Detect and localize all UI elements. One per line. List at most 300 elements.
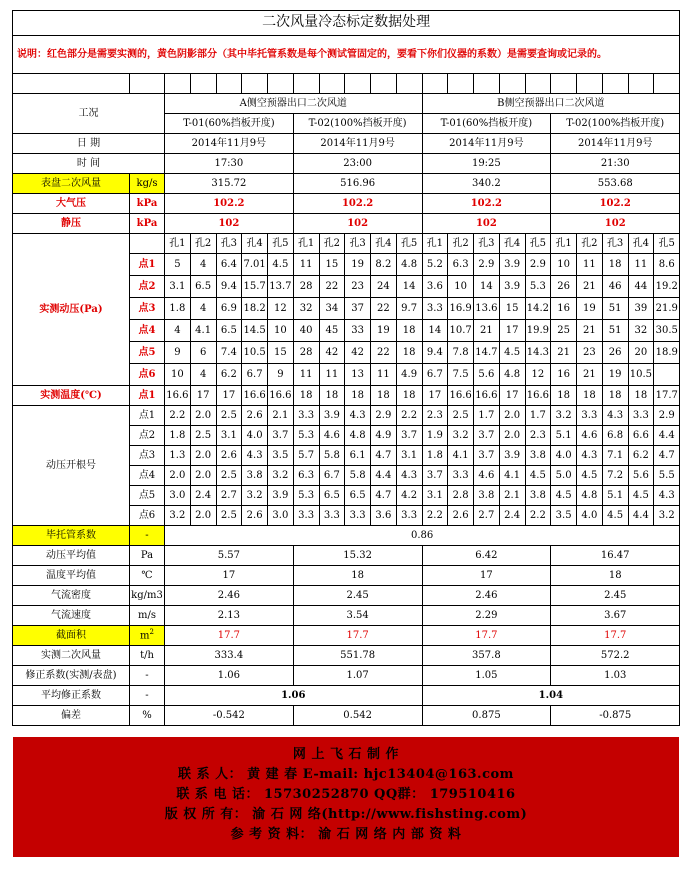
empty-cell (371, 74, 397, 94)
dyn-value: 28 (293, 276, 319, 298)
unit-cell: kPa (130, 194, 165, 214)
root-value: 3.9 (268, 486, 294, 506)
root-value: 4.6 (474, 466, 500, 486)
root-value: 3.5 (551, 506, 577, 526)
temp-value: 16.6 (268, 386, 294, 406)
dyn-value: 4.1 (190, 320, 216, 342)
dyn-value: 3.9 (499, 254, 525, 276)
root-value: 4.2 (396, 486, 422, 506)
dyn-value: 14.3 (525, 342, 551, 364)
dyn-value: 30.5 (654, 320, 680, 342)
root-value: 5.7 (293, 446, 319, 466)
dyn-value: 9.7 (396, 298, 422, 320)
case-dyn_avg: 5.57 (165, 546, 294, 566)
point-label: 点4 (130, 466, 165, 486)
dev-label: 偏差 (13, 706, 130, 726)
empty-cell (551, 74, 577, 94)
empty-cell (474, 74, 500, 94)
root-value: 1.3 (165, 446, 191, 466)
dyn-value: 10.5 (628, 364, 654, 386)
dyn-value: 7.5 (448, 364, 474, 386)
hole-header: 孔2 (190, 234, 216, 254)
dyn-value: 3.9 (499, 276, 525, 298)
hole-header: 孔5 (268, 234, 294, 254)
case-static: 102 (422, 214, 551, 234)
dyn-value: 18.9 (654, 342, 680, 364)
dyn-value: 3.6 (422, 276, 448, 298)
dyn-value: 6.2 (216, 364, 242, 386)
temp-value: 18 (319, 386, 345, 406)
empty-cell (268, 74, 294, 94)
root-value: 2.2 (165, 406, 191, 426)
case-date: 2014年11月9号 (422, 134, 551, 154)
case-velocity: 2.29 (422, 606, 551, 626)
empty-cell (577, 74, 603, 94)
dyn-value: 6.4 (216, 254, 242, 276)
empty-cell (628, 74, 654, 94)
root-value: 7.1 (602, 446, 628, 466)
root-value: 2.0 (190, 406, 216, 426)
root-value: 2.5 (190, 426, 216, 446)
temp-value: 18 (551, 386, 577, 406)
root-value: 1.7 (474, 406, 500, 426)
hole-header: 孔4 (371, 234, 397, 254)
dyn-value: 7.8 (448, 342, 474, 364)
dyn-value: 6.7 (422, 364, 448, 386)
root-value: 5.6 (628, 466, 654, 486)
dyn-value: 14 (396, 276, 422, 298)
empty-cell (345, 74, 371, 94)
table-row (13, 36, 680, 74)
root-value: 3.8 (525, 446, 551, 466)
dyn-value: 23 (577, 342, 603, 364)
case-dev: 0.542 (293, 706, 422, 726)
dyn-value: 16 (551, 298, 577, 320)
dyn-value: 11 (577, 254, 603, 276)
dyn-value: 25 (551, 320, 577, 342)
root-value: 4.9 (371, 426, 397, 446)
area-label: 截面积 (13, 626, 130, 646)
hole-header: 孔2 (577, 234, 603, 254)
root-value: 3.7 (422, 466, 448, 486)
dyn-value: 4.5 (268, 254, 294, 276)
case-date: 2014年11月9号 (551, 134, 680, 154)
point-label: 点2 (130, 276, 165, 298)
unit-cell: % (130, 706, 165, 726)
dyn-value: 32 (628, 320, 654, 342)
case-static: 102 (165, 214, 294, 234)
root-value: 3.3 (293, 506, 319, 526)
case-temp_avg: 18 (293, 566, 422, 586)
dyn-value: 24 (371, 276, 397, 298)
dyn-value: 18.2 (242, 298, 268, 320)
point-label: 点3 (130, 446, 165, 466)
dyn-value: 11 (319, 364, 345, 386)
dyn-value: 11 (293, 364, 319, 386)
empty-cell (130, 74, 165, 94)
case-dyn_avg: 15.32 (293, 546, 422, 566)
hole-header: 孔5 (396, 234, 422, 254)
root-value: 5.3 (293, 426, 319, 446)
point-label: 点6 (130, 506, 165, 526)
root-value: 3.2 (268, 466, 294, 486)
root-value: 4.6 (577, 426, 603, 446)
temp-value: 17 (422, 386, 448, 406)
root-value: 2.0 (190, 506, 216, 526)
hole-header: 孔3 (345, 234, 371, 254)
dyn-value: 18 (602, 254, 628, 276)
dyn-value: 4 (190, 298, 216, 320)
dyn-value: 14.2 (525, 298, 551, 320)
dyn-value: 2.9 (525, 254, 551, 276)
root-value: 3.1 (216, 426, 242, 446)
footer-line: 版 权 所 有： 渝 石 网 络(http://www.fishsting.com) (164, 807, 528, 822)
point-label: 点2 (130, 426, 165, 446)
dyn-value: 33 (345, 320, 371, 342)
empty-cell (602, 74, 628, 94)
page-title: 二次风量冷态标定数据处理 (13, 11, 680, 36)
dyn-value: 5 (165, 254, 191, 276)
dyn-value: 13 (345, 364, 371, 386)
case-name: T-01(60%挡板开度) (422, 114, 551, 134)
root-value: 3.1 (396, 446, 422, 466)
case-board_flow: 553.68 (551, 174, 680, 194)
root-value: 1.8 (165, 426, 191, 446)
hole-header: 孔2 (448, 234, 474, 254)
dyn-value: 18 (396, 320, 422, 342)
root-value: 4.7 (371, 446, 397, 466)
root-value: 4.0 (551, 446, 577, 466)
root-value: 4.3 (242, 446, 268, 466)
root-value: 2.5 (216, 466, 242, 486)
case-area: 17.7 (551, 626, 680, 646)
dyn-value: 19 (602, 364, 628, 386)
root-value: 2.6 (242, 506, 268, 526)
temp-value: 16.6 (165, 386, 191, 406)
avg-corr-value: 1.06 (165, 686, 423, 706)
empty-cell (165, 74, 191, 94)
empty-cell (293, 74, 319, 94)
static-label: 静压 (13, 214, 130, 234)
dyn-value: 7.4 (216, 342, 242, 364)
case-area: 17.7 (293, 626, 422, 646)
empty-cell (190, 74, 216, 94)
root-value: 6.5 (319, 486, 345, 506)
root-value: 3.7 (474, 446, 500, 466)
root-value: 2.2 (396, 406, 422, 426)
root-value: 3.0 (165, 486, 191, 506)
footer-line: 联 系 人： 黄 建 春 E-mail: hjc13404@163.com (178, 767, 514, 782)
table-row (13, 134, 680, 154)
root-value: 1.7 (525, 406, 551, 426)
point-label: 点4 (130, 320, 165, 342)
case-atm: 102.2 (551, 194, 680, 214)
root-value: 4.6 (319, 426, 345, 446)
root-value: 4.8 (345, 426, 371, 446)
temp-value: 18 (371, 386, 397, 406)
temp-value: 16.6 (474, 386, 500, 406)
case-velocity: 3.67 (551, 606, 680, 626)
root-value: 6.8 (602, 426, 628, 446)
point-label: 点1 (130, 406, 165, 426)
dyn-value: 26 (551, 276, 577, 298)
atm-label: 大气压 (13, 194, 130, 214)
root-value: 2.0 (499, 426, 525, 446)
point-label: 点5 (130, 342, 165, 364)
point-label: 点3 (130, 298, 165, 320)
hole-header: 孔1 (551, 234, 577, 254)
root-value: 6.7 (319, 466, 345, 486)
unit-cell: - (130, 526, 165, 546)
root-value: 2.8 (448, 486, 474, 506)
root-value: 2.6 (448, 506, 474, 526)
dyn-value: 42 (319, 342, 345, 364)
dyn-value: 20 (628, 342, 654, 364)
hole-header: 孔5 (654, 234, 680, 254)
dyn-value: 6.3 (448, 254, 474, 276)
root-value: 2.9 (654, 406, 680, 426)
dyn-value: 7.01 (242, 254, 268, 276)
dyn-value: 4.8 (396, 254, 422, 276)
case-atm: 102.2 (165, 194, 294, 214)
root-value: 3.2 (165, 506, 191, 526)
dyn-value: 19.9 (525, 320, 551, 342)
root-value: 2.3 (422, 406, 448, 426)
dyn-value: 15 (319, 254, 345, 276)
root-value: 2.4 (190, 486, 216, 506)
hole-header: 孔4 (499, 234, 525, 254)
temp-value: 18 (396, 386, 422, 406)
case-flow: 572.2 (551, 646, 680, 666)
table-row (13, 626, 680, 646)
unit-cell: t/h (130, 646, 165, 666)
unit-cell: ℃ (130, 566, 165, 586)
root-value: 2.5 (448, 406, 474, 426)
root-value: 3.7 (268, 426, 294, 446)
hole-header: 孔1 (165, 234, 191, 254)
hole-header: 孔4 (628, 234, 654, 254)
table-row (13, 214, 680, 234)
unit-cell: - (130, 686, 165, 706)
unit-cell (130, 626, 165, 646)
root-value: 6.3 (293, 466, 319, 486)
root-value: 3.1 (422, 486, 448, 506)
calibration-table (12, 10, 680, 726)
table-row (13, 566, 680, 586)
root-value: 4.0 (577, 506, 603, 526)
hole-header: 孔5 (525, 234, 551, 254)
temp-value: 17 (499, 386, 525, 406)
unit-cell: kg/s (130, 174, 165, 194)
case-flow: 333.4 (165, 646, 294, 666)
dyn-value: 21 (577, 364, 603, 386)
dyn-value: 15 (268, 342, 294, 364)
dyn-value: 5.3 (525, 276, 551, 298)
temp-value: 18 (293, 386, 319, 406)
root-value: 3.6 (371, 506, 397, 526)
dyn-value: 14 (474, 276, 500, 298)
root-value: 2.5 (216, 406, 242, 426)
root-value: 4.4 (628, 506, 654, 526)
dyn-value: 10.7 (448, 320, 474, 342)
table-row (13, 706, 680, 726)
dyn-value: 8.2 (371, 254, 397, 276)
dyn-value: 21 (551, 342, 577, 364)
flow-label: 实测二次风量 (13, 646, 130, 666)
dyn-value: 21 (577, 276, 603, 298)
dyn-value: 3.3 (422, 298, 448, 320)
case-time: 23:00 (293, 154, 422, 174)
hole-header: 孔4 (242, 234, 268, 254)
duct-b-header: B侧空预器出口二次风道 (422, 94, 680, 114)
root-value: 4.3 (654, 486, 680, 506)
empty-cell (448, 74, 474, 94)
case-name: T-02(100%挡板开度) (293, 114, 422, 134)
case-static: 102 (293, 214, 422, 234)
empty-cell (525, 74, 551, 94)
dyn-avg-label: 动压平均值 (13, 546, 130, 566)
root-value: 2.0 (165, 466, 191, 486)
root-value: 3.3 (345, 506, 371, 526)
dyn-value: 19 (371, 320, 397, 342)
table-row (13, 646, 680, 666)
table-row (13, 234, 680, 254)
dyn-value: 19 (577, 298, 603, 320)
case-flow: 357.8 (422, 646, 551, 666)
dyn-value: 5.6 (474, 364, 500, 386)
root-value: 2.2 (422, 506, 448, 526)
empty-cell (216, 74, 242, 94)
root-value: 3.3 (628, 406, 654, 426)
unit-cell: m/s (130, 606, 165, 626)
root-value: 3.0 (268, 506, 294, 526)
dyn-value: 4.8 (499, 364, 525, 386)
table-row (13, 194, 680, 214)
table-row (13, 74, 680, 94)
case-board_flow: 315.72 (165, 174, 294, 194)
point-label: 点1 (130, 254, 165, 276)
dyn-value: 4.9 (396, 364, 422, 386)
root-value: 4.3 (345, 406, 371, 426)
root-value: 2.6 (216, 446, 242, 466)
density-label: 气流密度 (13, 586, 130, 606)
root-value: 3.5 (268, 446, 294, 466)
table-row (13, 11, 680, 36)
case-area: 17.7 (165, 626, 294, 646)
case-name: T-02(100%挡板开度) (551, 114, 680, 134)
temp-avg-label: 温度平均值 (13, 566, 130, 586)
dyn-value: 15.7 (242, 276, 268, 298)
dyn-value: 12 (525, 364, 551, 386)
temp-label: 实测温度(℃) (13, 386, 130, 406)
root-value: 5.8 (319, 446, 345, 466)
board-flow-label: 表盘二次风量 (13, 174, 130, 194)
pitot-value: 0.86 (165, 526, 680, 546)
velocity-label: 气流速度 (13, 606, 130, 626)
dyn-value: 9.4 (422, 342, 448, 364)
empty-cell (130, 234, 165, 254)
empty-cell (396, 74, 422, 94)
root-value: 2.7 (216, 486, 242, 506)
root-value: 3.8 (474, 486, 500, 506)
instruction-note: 说明：红色部分是需要实测的，黄色阴影部分（其中毕托管系数是每个测试管固定的，要看下你们仪器的系数）是需要查询或记录的。 (13, 36, 680, 74)
root-value: 2.2 (525, 506, 551, 526)
hole-header: 孔3 (602, 234, 628, 254)
dyn-value: 13.7 (268, 276, 294, 298)
corr-label: 修正系数(实测/表盘) (13, 666, 130, 686)
root-value: 2.9 (371, 406, 397, 426)
avg-corr-value: 1.04 (422, 686, 680, 706)
root-value: 6.1 (345, 446, 371, 466)
empty-cell (242, 74, 268, 94)
dyn-value (654, 364, 680, 386)
hole-header: 孔2 (319, 234, 345, 254)
dyn-value: 4 (165, 320, 191, 342)
dyn-value: 23 (345, 276, 371, 298)
root-value: 3.7 (396, 426, 422, 446)
dyn-value: 34 (319, 298, 345, 320)
dyn-value: 18 (396, 342, 422, 364)
root-value: 3.7 (474, 426, 500, 446)
dyn-value: 6.9 (216, 298, 242, 320)
dyn-value: 10 (551, 254, 577, 276)
dyn-value: 6.5 (216, 320, 242, 342)
dyn-value: 9.4 (216, 276, 242, 298)
dyn-value: 3.1 (165, 276, 191, 298)
dyn-value: 39 (628, 298, 654, 320)
dyn-value: 4.5 (499, 342, 525, 364)
root-value: 4.5 (628, 486, 654, 506)
case-dyn_avg: 6.42 (422, 546, 551, 566)
dyn-value: 11 (628, 254, 654, 276)
root-value: 2.6 (242, 406, 268, 426)
root-value: 2.0 (190, 466, 216, 486)
root-value: 4.4 (654, 426, 680, 446)
table-row (13, 94, 680, 114)
dyn-value: 21 (474, 320, 500, 342)
case-density: 2.45 (551, 586, 680, 606)
case-dev: -0.542 (165, 706, 294, 726)
unit-cell: Pa (130, 546, 165, 566)
root-value: 2.5 (216, 506, 242, 526)
temp-value: 16.6 (242, 386, 268, 406)
empty-cell (13, 74, 130, 94)
unit-cell: - (130, 666, 165, 686)
temp-value: 18 (345, 386, 371, 406)
temp-value: 18 (577, 386, 603, 406)
case-temp_avg: 17 (165, 566, 294, 586)
dyn-value: 17 (499, 320, 525, 342)
root-value: 3.2 (448, 426, 474, 446)
dyn-value: 2.9 (474, 254, 500, 276)
dyn-value: 14.5 (242, 320, 268, 342)
dyn-value: 14 (422, 320, 448, 342)
root-value: 4.8 (577, 486, 603, 506)
case-corr: 1.07 (293, 666, 422, 686)
dyn-value: 6.7 (242, 364, 268, 386)
empty-cell (499, 74, 525, 94)
case-atm: 102.2 (293, 194, 422, 214)
dyn-value: 4 (190, 364, 216, 386)
root-value: 4.7 (654, 446, 680, 466)
case-date: 2014年11月9号 (293, 134, 422, 154)
root-value: 2.1 (268, 406, 294, 426)
root-value: 3.8 (525, 486, 551, 506)
temp-value: 17 (190, 386, 216, 406)
root-value: 4.0 (242, 426, 268, 446)
case-flow: 551.78 (293, 646, 422, 666)
root-value: 6.5 (345, 486, 371, 506)
